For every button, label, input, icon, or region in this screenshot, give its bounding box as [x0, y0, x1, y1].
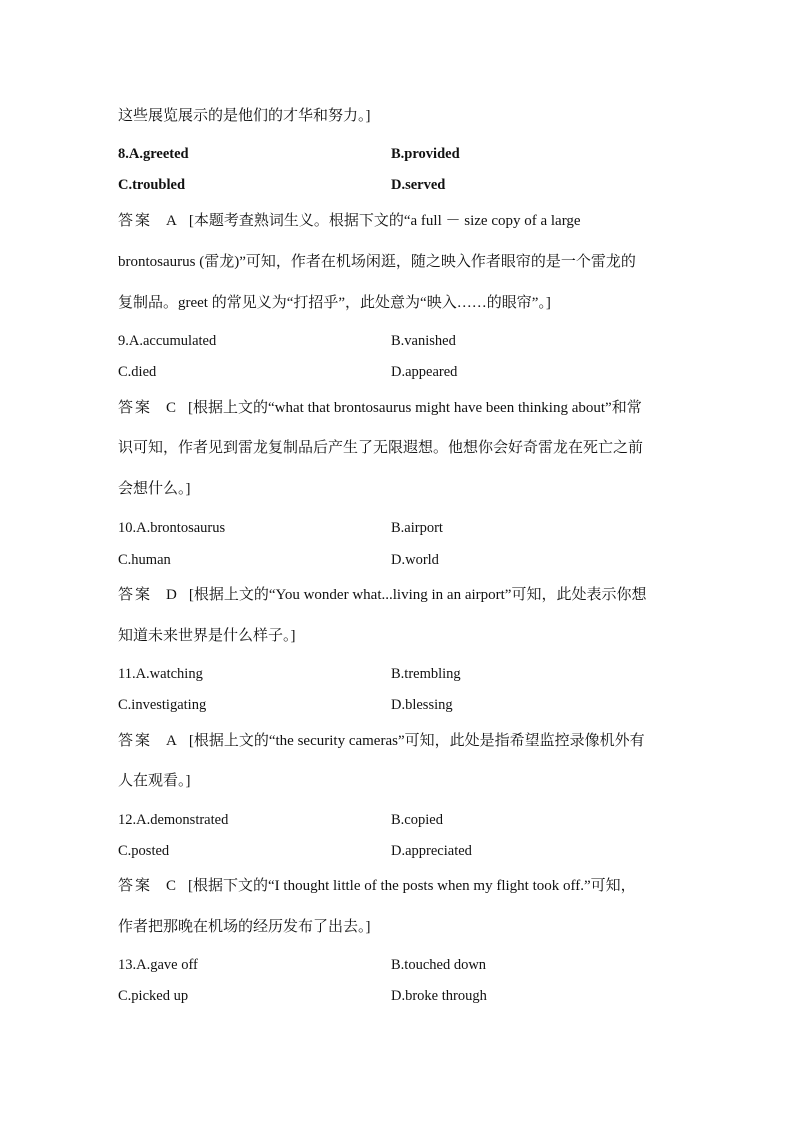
q8-answer-letter: A	[166, 213, 177, 229]
q12-explanation-1: [根据下文的“I thought little of the posts when my flight took off.”可知，	[188, 878, 636, 894]
q11-option-a: 11.A.watching	[118, 666, 203, 682]
q11-answer-label: 答案	[118, 733, 153, 749]
q11-option-c: C.investigating	[118, 697, 207, 713]
q10-explanation-1: [根据上文的“You wonder what...living in an airport”可知，此处表示你想	[188, 587, 647, 603]
q9-explanation-1: [根据上文的“what that brontosaurus might have been thinking about”和常	[188, 400, 642, 416]
q10-explanation-2: 知道未来世界是什么样子。]	[118, 628, 296, 644]
q10-option-a: 10.A.brontosaurus	[118, 520, 226, 536]
q11-explanation-1: [根据上文的“the security cameras”可知，此处是指希望监控录像机外有	[188, 733, 645, 749]
q13-option-c: C.picked up	[118, 988, 189, 1004]
q9-answer-label: 答案	[118, 400, 153, 416]
q10-answer-letter: D	[166, 587, 177, 603]
q10-answer-label: 答案	[118, 587, 153, 603]
q12-answer-line-1	[118, 876, 678, 896]
q11-explanation-2: 人在观看。]	[118, 773, 191, 789]
q12-answer-label: 答案	[118, 878, 153, 894]
q8-option-b: B.provided	[391, 146, 460, 162]
q9-option-b: B.vanished	[391, 333, 456, 349]
q9-explanation-3: 会想什么。]	[118, 481, 191, 497]
q8-option-d: D.served	[391, 177, 446, 193]
q9-answer-line-1	[118, 398, 678, 418]
q13-option-d: D.broke through	[391, 988, 487, 1004]
q9-answer-letter: C	[166, 400, 177, 416]
q12-answer-letter: C	[166, 878, 177, 894]
q9-option-a: 9.A.accumulated	[118, 333, 217, 349]
q10-option-b: B.airport	[391, 520, 443, 536]
q11-option-d: D.blessing	[391, 697, 453, 713]
q9-option-d: D.appeared	[391, 364, 458, 380]
q13-option-a: 13.A.gave off	[118, 957, 198, 973]
q8-option-a: 8.A.greeted	[118, 146, 189, 162]
q11-option-b: B.trembling	[391, 666, 461, 682]
q8-explanation-2: brontosaurus (雷龙)”可知，作者在机场闲逛，随之映入作者眼帘的是一个雷龙的	[118, 254, 636, 270]
q8-option-c: C.troubled	[118, 177, 186, 193]
q10-option-c: C.human	[118, 552, 171, 568]
q9-explanation-2: 识可知，作者见到雷龙复制品后产生了无限遐想。他想你会好奇雷龙在死亡之前	[118, 440, 644, 456]
q9-option-c: C.died	[118, 364, 157, 380]
q12-option-c: C.posted	[118, 843, 170, 859]
q8-explanation-1: [本题考查熟词生义。根据下文的“a full － size copy of a large	[188, 213, 581, 229]
q11-answer-letter: A	[166, 733, 177, 749]
intro-tail-text: 这些展览展示的是他们的才华和努力。]	[118, 108, 371, 124]
q13-option-b: B.touched down	[391, 957, 487, 973]
q10-answer-line-1	[118, 585, 678, 605]
q8-answer-line-1	[118, 211, 678, 231]
q8-explanation-3: 复制品。greet 的常见义为“打招乎”，此处意为“映入……的眼帘”。]	[118, 295, 551, 311]
q12-option-b: B.copied	[391, 812, 443, 828]
q12-option-a: 12.A.demonstrated	[118, 812, 229, 828]
q8-answer-label: 答案	[118, 213, 153, 229]
q11-answer-line-1	[118, 731, 678, 751]
q12-option-d: D.appreciated	[391, 843, 472, 859]
q12-explanation-2: 作者把那晚在机场的经历发布了出去。]	[118, 919, 371, 935]
q10-option-d: D.world	[391, 552, 439, 568]
